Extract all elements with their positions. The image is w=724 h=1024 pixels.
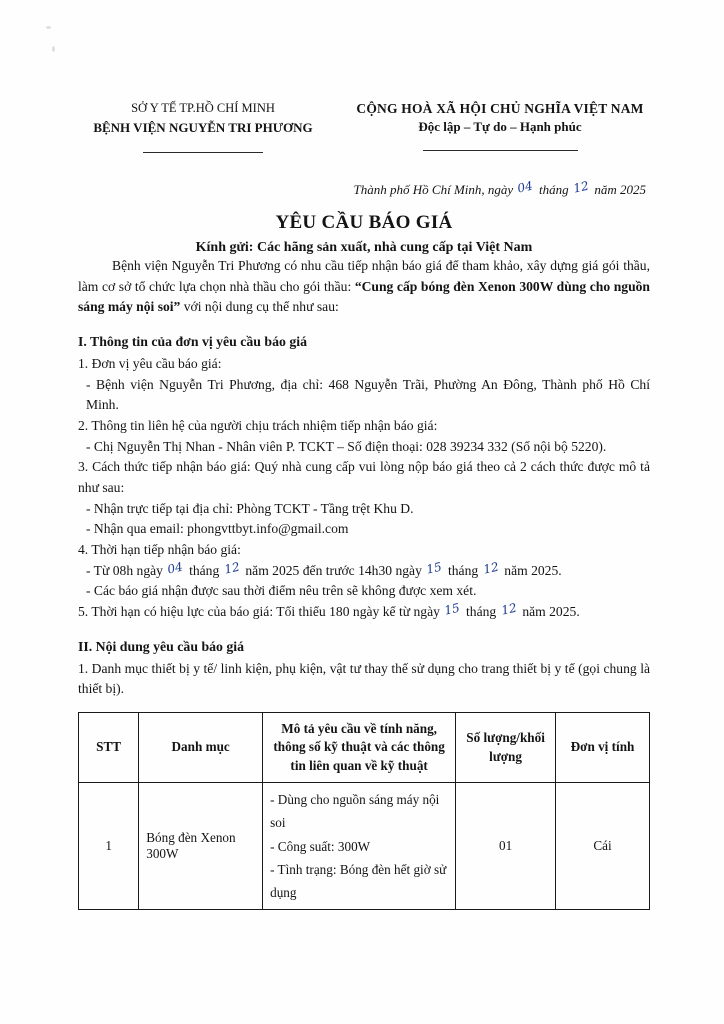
validity-prefix: 5. Thời hạn có hiệu lực của báo giá: Tối thiểu 180 ngày kể từ ngày <box>78 603 440 619</box>
handwritten-day: 04 <box>516 178 535 196</box>
section-1-line-9 <box>78 561 650 582</box>
table-header-name: Danh mục <box>139 712 263 782</box>
table-header-unit: Đơn vị tính <box>556 712 650 782</box>
cell-quantity: 01 <box>456 783 556 909</box>
handwritten-start-day: 04 <box>166 559 185 577</box>
header-left-block <box>78 100 328 160</box>
national-title: CỘNG HOÀ XÃ HỘI CHỦ NGHĨA VIỆT NAM <box>356 101 644 116</box>
section-1-line-3: 2. Thông tin liên hệ của người chịu trách nhiệm tiếp nhận báo giá: <box>78 418 438 433</box>
table-header-description: Mô tả yêu cầu về tính năng, thông số kỹ thuật và các thông tin liên quan về kỹ thuật <box>263 712 456 782</box>
section-1-heading: I. Thông tin của đơn vị yêu cầu báo giá <box>78 334 307 350</box>
intro-paragraph <box>78 256 650 318</box>
equipment-table <box>78 712 650 910</box>
deadline-mid: năm 2025 đến trước 14h30 ngày <box>245 562 422 578</box>
section-1-line-10: - Các báo giá nhận được sau thời điểm nêu trên sẽ không được xem xét. <box>86 583 477 599</box>
cell-stt: 1 <box>79 783 139 909</box>
paper-speck <box>46 26 51 29</box>
intro-bold: “Cung cấp bóng đèn Xenon 300W dùng cho nguồn sáng máy nội soi” <box>78 278 650 315</box>
table-header-row <box>79 712 650 782</box>
handwritten-month: 12 <box>571 178 590 196</box>
handwritten-validity-day: 15 <box>443 600 462 618</box>
table-header-quantity: Số lượng/khối lượng <box>456 712 556 782</box>
table-row <box>79 783 650 909</box>
paper-speck <box>52 46 55 52</box>
deadline-month-label-1: tháng <box>189 562 220 578</box>
section-1-line-11 <box>78 602 650 623</box>
section-1-line-5: 3. Cách thức tiếp nhận báo giá: Quý nhà cung cấp vui lòng nộp báo giá theo cả 2 cách thức được mô tả như sau: <box>78 459 650 495</box>
cell-description <box>263 783 456 909</box>
deadline-month-label-2: tháng <box>447 562 479 578</box>
section-1-line-7: - Nhận qua email: phongvttbyt.info@gmail.com <box>86 521 349 537</box>
deadline-suffix: năm 2025. <box>504 562 562 578</box>
deadline-prefix: - Từ 08h ngày <box>86 562 163 578</box>
table-header-stt: STT <box>79 712 139 782</box>
intro-part2: với nội dung cụ thể như sau: <box>180 299 339 315</box>
department-name: SỞ Y TẾ TP.HỒ CHÍ MINH <box>131 101 275 115</box>
page-subtitle: Kính gửi: Các hãng sản xuất, nhà cung cấp tại Việt Nam <box>195 240 533 256</box>
section-1-line-4: - Chị Nguyễn Thị Nhan - Nhân viên P. TCKT – Số điện thoại: 028 39234 332 (Số nội bộ 5220). <box>86 438 607 454</box>
handwritten-validity-month: 12 <box>499 600 518 618</box>
date-month-label: tháng <box>538 182 569 198</box>
handwritten-start-month: 12 <box>222 559 241 577</box>
cell-unit: Cái <box>556 783 650 909</box>
section-1-line-1: 1. Đơn vị yêu cầu báo giá: <box>78 356 222 372</box>
desc-line-1: - Dùng cho nguồn sáng máy nội soi <box>270 792 440 831</box>
document-header <box>78 100 650 160</box>
document-content <box>78 100 650 910</box>
section-2-line-1: 1. Danh mục thiết bị y tế/ linh kiện, phụ kiện, vật tư thay thế sử dụng cho trang thiết bị y tế (gọi chung là thiết bị). <box>78 660 650 697</box>
header-right-block <box>350 100 650 157</box>
hospital-name: BỆNH VIỆN NGUYỄN TRI PHƯƠNG <box>93 119 313 135</box>
section-1-line-8: 4. Thời hạn tiếp nhận báo giá: <box>78 541 241 557</box>
header-left-rule <box>143 151 263 153</box>
validity-suffix: năm 2025. <box>522 603 580 619</box>
section-1-line-2: - Bệnh viện Nguyễn Tri Phương, địa chỉ: 468 Nguyễn Trãi, Phường An Đông, Thành phố Hồ Chí Minh. <box>86 376 650 413</box>
section-2-heading: II. Nội dung yêu cầu báo giá <box>78 638 244 654</box>
handwritten-end-day: 15 <box>425 559 444 577</box>
date-line <box>78 178 650 198</box>
cell-name: Bóng đèn Xenon 300W <box>139 783 263 909</box>
validity-month-label: tháng <box>466 603 497 619</box>
desc-line-2: - Công suất: 300W <box>270 838 371 854</box>
page-title: YÊU CẦU BÁO GIÁ <box>275 212 453 234</box>
date-prefix: Thành phố Hồ Chí Minh, ngày <box>353 182 514 198</box>
national-motto: Độc lập – Tự do – Hạnh phúc <box>418 119 582 135</box>
section-1-line-6: - Nhận trực tiếp tại địa chỉ: Phòng TCKT - Tầng trệt Khu D. <box>86 500 414 516</box>
date-year: năm 2025 <box>594 182 646 198</box>
handwritten-end-month: 12 <box>481 559 500 577</box>
desc-line-3: - Tình trạng: Bóng đèn hết giờ sử dụng <box>270 861 447 900</box>
intro-part1: Bệnh viện Nguyễn Tri Phương có nhu cầu tiếp nhận báo giá để tham khảo, xây dựng giá gói thầu, làm cơ sở tổ chức lựa chọn nhà thầu cho gói thầu: <box>78 258 650 294</box>
header-right-rule <box>423 149 578 151</box>
